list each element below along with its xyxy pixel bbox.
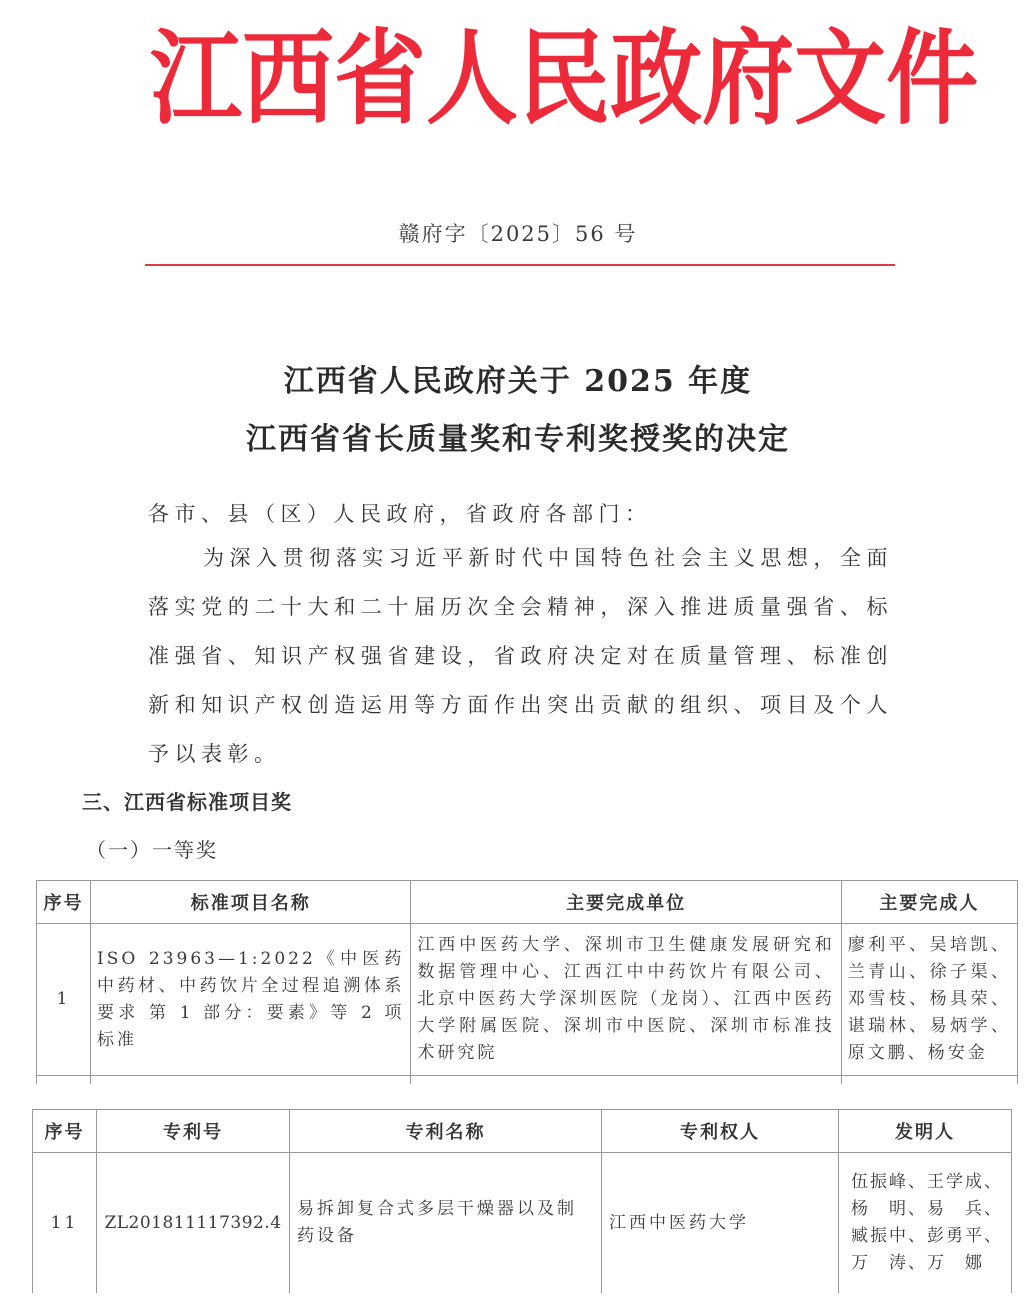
masthead-char: 政 [610,17,703,139]
header-units: 主要完成单位 [411,881,841,924]
red-divider [145,264,895,266]
patent-award-table [32,1109,1012,1293]
table-header-row [33,1110,1012,1153]
cell-index: 1 [37,924,91,1076]
inventor-line: 臧振中、彭勇平、 [851,1226,1003,1246]
document-number: 赣府字〔2025〕56 号 [398,222,638,246]
cell-patentee: 江西中医药大学 [602,1153,839,1294]
table-header-row [37,881,1018,924]
masthead-title [150,17,979,139]
cell-project-name: ISO 23963—1:2022《中医药 中药材、中药饮片全过程追溯体系要求 第 1 部分：要素》等 2 项标准 [91,924,411,1076]
cell-index: 11 [33,1153,97,1294]
masthead-char: 人 [426,17,519,139]
masthead-char: 省 [334,17,427,139]
salutation: 各市、县（区）人民政府，省政府各部门： [148,502,652,526]
body-paragraph: 为深入贯彻落实习近平新时代中国特色社会主义思想，全面落实党的二十大和二十届历次全会精神，深入推进质量强省、标准强省、知识产权强省建设，省政府决定对在质量管理、标准创新和知识产权创造运用等方面作出突出贡献的组织、项目及个人予以表彰。 [148,546,893,766]
masthead-char: 文 [794,17,887,139]
masthead-char: 件 [886,17,979,139]
header-project-name: 标准项目名称 [91,881,411,924]
masthead-char: 西 [242,17,335,139]
document-title-line-2: 江西省省长质量奖和专利奖授奖的决定 [246,422,790,457]
cell-patent-number: ZL201811117392.4 [97,1153,290,1294]
inventor-line: 杨 明、易 兵、 [851,1199,1003,1219]
cell-inventors [839,1153,1012,1294]
table-row-continuation [37,1076,1018,1085]
document-title-line-1: 江西省人民政府关于 2025 年度 [283,364,753,399]
standards-award-table [36,880,1018,1084]
header-patentee: 专利权人 [602,1110,839,1153]
masthead-char: 江 [150,17,243,139]
masthead-char: 府 [702,17,795,139]
cell-units: 江西中医药大学、深圳市卫生健康发展研究和数据管理中心、江西江中中药饮片有限公司、北京中医药大学深圳医院（龙岗）、江西中医药大学附属医院、深圳市中医院、深圳市标准技术研究院 [411,924,841,1076]
section-heading: 三、江西省标准项目奖 [82,790,292,814]
header-inventors: 发明人 [839,1110,1012,1153]
header-patent-name: 专利名称 [290,1110,602,1153]
header-persons: 主要完成人 [841,881,1017,924]
header-index: 序号 [37,881,91,924]
table-row [33,1153,1012,1294]
cell-persons: 廖利平、吴培凯、兰青山、徐子渠、邓雪枝、杨具荣、谌瑞林、易炳学、原文鹏、杨安金 [841,924,1017,1076]
table-row [37,924,1018,1076]
masthead-char: 民 [518,17,611,139]
header-index: 序号 [33,1110,97,1153]
inventor-line: 万 涛、万 娜 [851,1253,984,1273]
sub-heading: （一）一等奖 [86,838,218,862]
cell-patent-name: 易拆卸复合式多层干燥器以及制药设备 [290,1153,602,1294]
inventor-line: 伍振峰、王学成、 [851,1172,1003,1192]
header-patent-number: 专利号 [97,1110,290,1153]
